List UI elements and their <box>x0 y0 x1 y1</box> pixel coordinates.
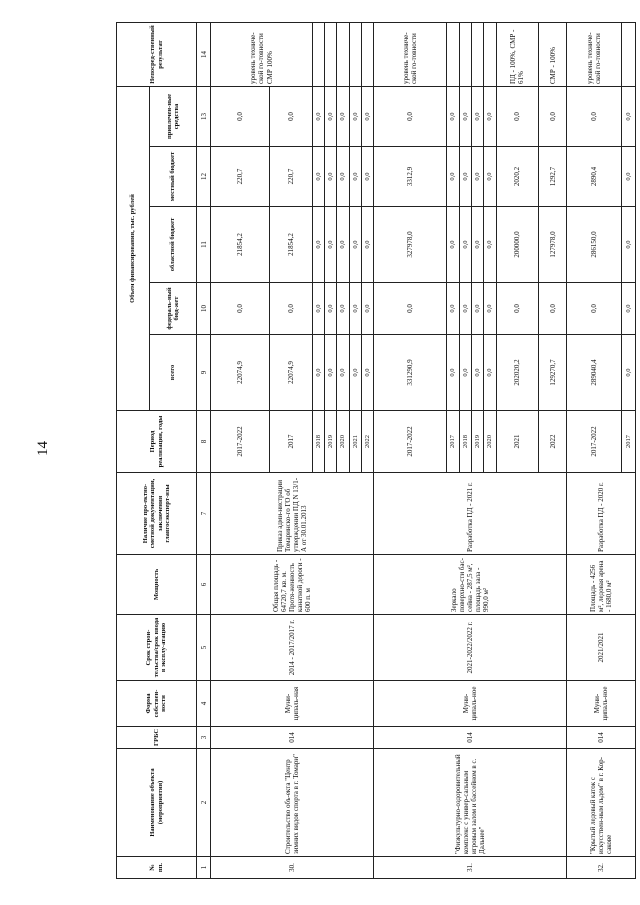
row31-name: "Физкультурно-оздоровительный комплекс с универ-сальным игровым залом и бассейном в с. Дальнее" <box>374 749 567 857</box>
financing-table <box>116 22 636 879</box>
row31-regional: 127978,0 <box>539 207 567 283</box>
row30-regional: 0,0 <box>337 207 349 283</box>
row32-grbs: 014 <box>567 727 636 749</box>
row32-total: 289040,4 <box>567 335 621 411</box>
row30-total: 0,0 <box>361 335 373 411</box>
row32-docs: Разработка ПД - 2020 г. <box>567 473 636 555</box>
col-number: 3 <box>197 727 211 749</box>
row30-period: 2020 <box>337 411 349 473</box>
row31-local: 0,0 <box>459 147 471 207</box>
row30-local: 0,0 <box>337 147 349 207</box>
row31-total: 129270,7 <box>539 335 567 411</box>
row30-attracted: 0,0 <box>361 87 373 147</box>
col-number: 9 <box>197 335 211 411</box>
row31-federal: 0,0 <box>496 283 538 335</box>
row31-period: 2018 <box>459 411 471 473</box>
row30-local: 220,7 <box>211 147 270 207</box>
row30-federal: 0,0 <box>349 283 361 335</box>
row31-total: 0,0 <box>447 335 459 411</box>
row32-federal: 0,0 <box>567 283 621 335</box>
hdr-result: Непосред-ственный результат <box>117 23 197 87</box>
row30-capacity: Общая площадь - 64720,7 кв. м. Протя-женность канатной дороги - 600 п. м <box>211 555 374 615</box>
row30-total: 0,0 <box>349 335 361 411</box>
row30-regional: 21854,2 <box>270 207 312 283</box>
row31-result-2021: ПД - 100%, СМР - 61% <box>496 23 538 87</box>
row30-regional: 0,0 <box>361 207 373 283</box>
row31-attracted: 0,0 <box>496 87 538 147</box>
row31-federal: 0,0 <box>539 283 567 335</box>
row30-name: Строительство объ-екта "Центр зимних видов спорта в г. Томари" <box>211 749 374 857</box>
empty-cell <box>484 23 496 87</box>
hdr-ownership: Форма собствен-ности <box>117 681 197 727</box>
row31-docs: Разработка ПД - 2021 г. <box>374 473 567 555</box>
row30-total: 0,0 <box>312 335 324 411</box>
col-number: 14 <box>197 23 211 87</box>
row31-federal: 0,0 <box>472 283 484 335</box>
row30-federal: 0,0 <box>270 283 312 335</box>
empty-cell <box>337 23 349 87</box>
row30-regional: 0,0 <box>325 207 337 283</box>
hdr-name: Наименование объекта (мероприятия) <box>117 749 197 857</box>
row31-attracted: 0,0 <box>539 87 567 147</box>
row30-grbs: 014 <box>211 727 374 749</box>
row30-federal: 0,0 <box>361 283 373 335</box>
row30-result: уровень техниче-ской го-товности СМР 100% <box>211 23 312 87</box>
row30-federal: 0,0 <box>337 283 349 335</box>
row30-total: 22074,9 <box>270 335 312 411</box>
row31-period: 2022 <box>539 411 567 473</box>
row30-federal: 0,0 <box>325 283 337 335</box>
empty-cell <box>361 23 373 87</box>
hdr-regional: областной бюджет <box>150 207 197 283</box>
row30-local: 0,0 <box>312 147 324 207</box>
hdr-local: местный бюджет <box>150 147 197 207</box>
col-number: 13 <box>197 87 211 147</box>
hdr-total: всего <box>150 335 197 411</box>
empty-cell <box>459 23 471 87</box>
hdr-num: № пп. <box>117 857 197 879</box>
hdr-federal: федераль-ный бюд-жет <box>150 283 197 335</box>
row32-num: 32. <box>567 857 636 879</box>
row31-ownership: Муни-ципаль-ное <box>374 681 567 727</box>
row31-period: 2021 <box>496 411 538 473</box>
row31-result-2022: СМР - 100% <box>539 23 567 87</box>
row31-attracted: 0,0 <box>459 87 471 147</box>
row30-local: 0,0 <box>349 147 361 207</box>
row31-total: 202020,2 <box>496 335 538 411</box>
col-number: 7 <box>197 473 211 555</box>
row31-attracted: 0,0 <box>447 87 459 147</box>
row31-attracted: 0,0 <box>472 87 484 147</box>
row32-local: 2890,4 <box>567 147 621 207</box>
row31-attracted: 0,0 <box>484 87 496 147</box>
row32-regional: 0,0 <box>621 207 635 283</box>
row32-regional: 286150,0 <box>567 207 621 283</box>
row31-local: 2020,2 <box>496 147 538 207</box>
empty-cell <box>621 23 635 87</box>
row30-attracted: 0,0 <box>312 87 324 147</box>
empty-cell <box>325 23 337 87</box>
hdr-grbs: ГРБС <box>117 727 197 749</box>
row30-period: 2017 <box>270 411 312 473</box>
empty-cell <box>447 23 459 87</box>
row32-ownership: Муни-ципаль-ное <box>567 681 636 727</box>
row30-federal: 0,0 <box>312 283 324 335</box>
row31-capacity: Зеркало поверхно-сти бас-сейна - 287,5 м², площадь зала - 990,0 м² <box>374 555 567 615</box>
row31-regional: 0,0 <box>484 207 496 283</box>
row32-result: уровень техниче-ской го-товности <box>567 23 621 87</box>
row31-result: уровень техниче-ской го-товности <box>374 23 447 87</box>
row30-attracted: 0,0 <box>337 87 349 147</box>
col-number: 6 <box>197 555 211 615</box>
row31-local: 1292,7 <box>539 147 567 207</box>
row30-attracted: 0,0 <box>349 87 361 147</box>
row30-regional: 0,0 <box>349 207 361 283</box>
row32-local: 0,0 <box>621 147 635 207</box>
hdr-capacity: Мощность <box>117 555 197 615</box>
hdr-financing: Объем финансирования, тыс. рублей <box>117 87 150 411</box>
row32-attracted: 0,0 <box>621 87 635 147</box>
row31-total: 0,0 <box>484 335 496 411</box>
row30-period: 2021 <box>349 411 361 473</box>
row31-grbs: 014 <box>374 727 567 749</box>
hdr-attracted: привлечен-ные средства <box>150 87 197 147</box>
row31-local: 3312,9 <box>374 147 447 207</box>
row31-period: 2017 <box>447 411 459 473</box>
row31-attracted: 0,0 <box>374 87 447 147</box>
row30-total: 0,0 <box>337 335 349 411</box>
row31-total: 0,0 <box>459 335 471 411</box>
row31-regional: 0,0 <box>447 207 459 283</box>
row32-period: 2017 <box>621 411 635 473</box>
row31-federal: 0,0 <box>484 283 496 335</box>
empty-cell <box>312 23 324 87</box>
row30-attracted: 0,0 <box>211 87 270 147</box>
row31-num: 31. <box>374 857 567 879</box>
row30-docs: Приказ адми-нистрации Томаринско-го ГО об утверждении ПД N 13/1-А от 30.01.2013 <box>211 473 374 555</box>
row30-period: 2018 <box>312 411 324 473</box>
row32-capacity: Площадь - 4256 м², ледовая арена - 1680,0 м² <box>567 555 636 615</box>
row32-federal: 0,0 <box>621 283 635 335</box>
row30-total: 22074,9 <box>211 335 270 411</box>
row32-name: "Крытый ледовый каток с искусствен-ным льдом" в г. Кор-сакове <box>567 749 636 857</box>
row31-regional: 0,0 <box>472 207 484 283</box>
col-number: 12 <box>197 147 211 207</box>
hdr-docs: Наличие про-ектно-сметной документации, заключения главгосэксперт-изы <box>117 473 197 555</box>
hdr-term: Срок строи-тельства/срок ввода в эксплу-атацию <box>117 615 197 681</box>
col-number: 10 <box>197 283 211 335</box>
row31-local: 0,0 <box>447 147 459 207</box>
row30-local: 220,7 <box>270 147 312 207</box>
row30-local: 0,0 <box>325 147 337 207</box>
row31-regional: 327978,0 <box>374 207 447 283</box>
row32-attracted: 0,0 <box>567 87 621 147</box>
row31-period: 2019 <box>472 411 484 473</box>
col-number: 5 <box>197 615 211 681</box>
row32-total: 0,0 <box>621 335 635 411</box>
col-number: 1 <box>197 857 211 879</box>
row30-federal: 0,0 <box>211 283 270 335</box>
col-number: 4 <box>197 681 211 727</box>
row31-total: 0,0 <box>472 335 484 411</box>
hdr-period: Период реализации, годы <box>117 411 197 473</box>
row31-regional: 0,0 <box>459 207 471 283</box>
empty-cell <box>472 23 484 87</box>
row31-regional: 200000,0 <box>496 207 538 283</box>
row31-federal: 0,0 <box>374 283 447 335</box>
row30-period: 2022 <box>361 411 373 473</box>
row32-term: 2021/2021 <box>567 615 636 681</box>
row30-term: 2014 - 2017/2017 г. <box>211 615 374 681</box>
row31-term: 2021-2022/2022 г. <box>374 615 567 681</box>
rotated-table-wrapper <box>116 23 636 879</box>
row30-total: 0,0 <box>325 335 337 411</box>
col-number: 8 <box>197 411 211 473</box>
row32-period: 2017-2022 <box>567 411 621 473</box>
empty-cell <box>349 23 361 87</box>
row30-local: 0,0 <box>361 147 373 207</box>
row31-period: 2020 <box>484 411 496 473</box>
row31-total: 331290,9 <box>374 335 447 411</box>
row31-federal: 0,0 <box>459 283 471 335</box>
row30-attracted: 0,0 <box>325 87 337 147</box>
row31-period: 2017-2022 <box>374 411 447 473</box>
row31-federal: 0,0 <box>447 283 459 335</box>
row30-ownership: Муни-ципаль-ная <box>211 681 374 727</box>
row31-local: 0,0 <box>484 147 496 207</box>
row31-local: 0,0 <box>472 147 484 207</box>
row30-period: 2017-2022 <box>211 411 270 473</box>
page-number: 14 <box>35 441 51 456</box>
row30-num: 30. <box>211 857 374 879</box>
col-number: 2 <box>197 749 211 857</box>
row30-regional: 0,0 <box>312 207 324 283</box>
row30-regional: 21854,2 <box>211 207 270 283</box>
row30-attracted: 0,0 <box>270 87 312 147</box>
col-number: 11 <box>197 207 211 283</box>
row30-period: 2019 <box>325 411 337 473</box>
